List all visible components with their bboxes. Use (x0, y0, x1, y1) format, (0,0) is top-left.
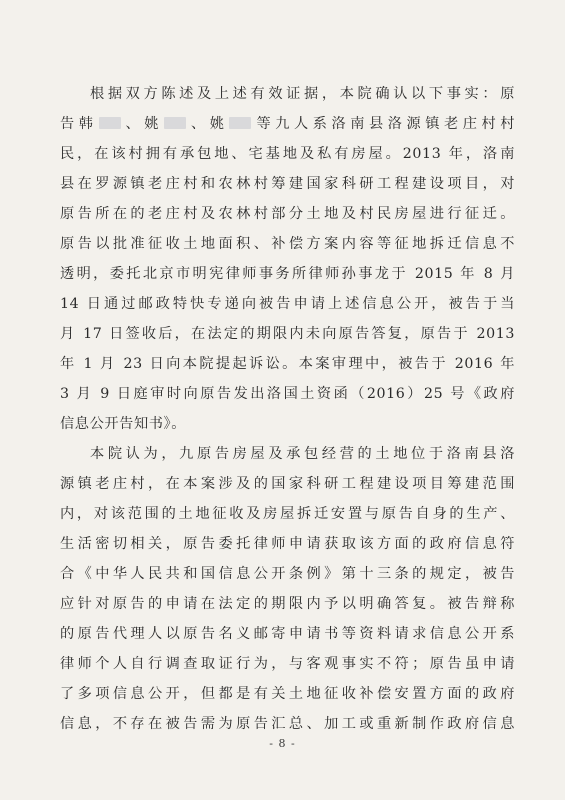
text-line: 年 1 月 23 日向本院提起诉讼。本案审理中，被告于 2016 年 (60, 356, 515, 372)
text-line: 原告以批准征收土地面积、补偿方案内容等征地拆迁信息不 (60, 236, 515, 252)
text-line: 民，在该村拥有承包地、宅基地及私有房屋。2013 年，洛南 (60, 146, 515, 162)
text-line: 14 日通过邮政特快专递向被告申请上述信息公开，被告于当 (60, 296, 515, 312)
text-line: 内，对该范围的土地征收及房屋拆迁安置与原告自身的生产、 (60, 506, 515, 522)
redaction-mark (164, 117, 186, 129)
text-line: 生活密切相关，原告委托律师申请获取该方面的政府信息符 (60, 536, 515, 552)
text-fragment: 、姚 (121, 116, 163, 132)
text-fragment: 、姚 (187, 116, 229, 132)
text-line: 月 17 日签收后，在法定的期限内未向原告答复，原告于 2013 (60, 326, 515, 342)
text-line: 信息公开告知书》。 (60, 416, 186, 432)
text-line: 源镇老庄村，在本案涉及的国家科研工程建设项目筹建范围 (60, 476, 515, 492)
page-number: - 8 - (269, 737, 296, 750)
text-line: 了多项信息公开，但都是有关土地征收补偿安置方面的政府 (60, 686, 515, 702)
redaction-mark (99, 117, 121, 129)
text-fragment: 告韩 (60, 116, 98, 132)
text-line: 的原告代理人以原告名义邮寄申请书等资料请求信息公开系 (60, 626, 515, 642)
text-line: 本院认为，九原告房屋及承包经营的土地位于洛南县洛 (90, 446, 515, 462)
court-opinion-paragraph (60, 439, 515, 739)
text-line: 透明，委托北京市明宪律师事务所律师孙事龙于 2015 年 8 月 (60, 266, 515, 282)
text-line: 根据双方陈述及上述有效证据，本院确认以下事实：原 (90, 86, 515, 102)
text-line: 信息，不存在被告需为原告汇总、加工或重新制作政府信息 (60, 716, 515, 732)
redaction-mark (229, 117, 251, 129)
findings-paragraph (60, 79, 515, 439)
text-fragment: 等九人系洛南县洛源镇老庄村村 (252, 116, 516, 132)
text-line: 原告所在的老庄村及农林村部分土地及村民房屋进行征迁。 (60, 206, 515, 222)
text-line: 合《中华人民共和国信息公开条例》第十三条的规定，被告 (60, 566, 515, 582)
text-line: 应针对原告的申请在法定的期限内予以明确答复。被告辩称 (60, 596, 515, 612)
text-line-with-redactions (60, 109, 515, 139)
text-line: 3 月 9 日庭审时向原告发出洛国土资函（2016）25 号《政府 (60, 386, 515, 402)
text-line: 律师个人自行调查取证行为，与客观事实不符；原告虽申请 (60, 656, 515, 672)
text-line: 县在罗源镇老庄村和农林村筹建国家科研工程建设项目，对 (60, 176, 515, 192)
